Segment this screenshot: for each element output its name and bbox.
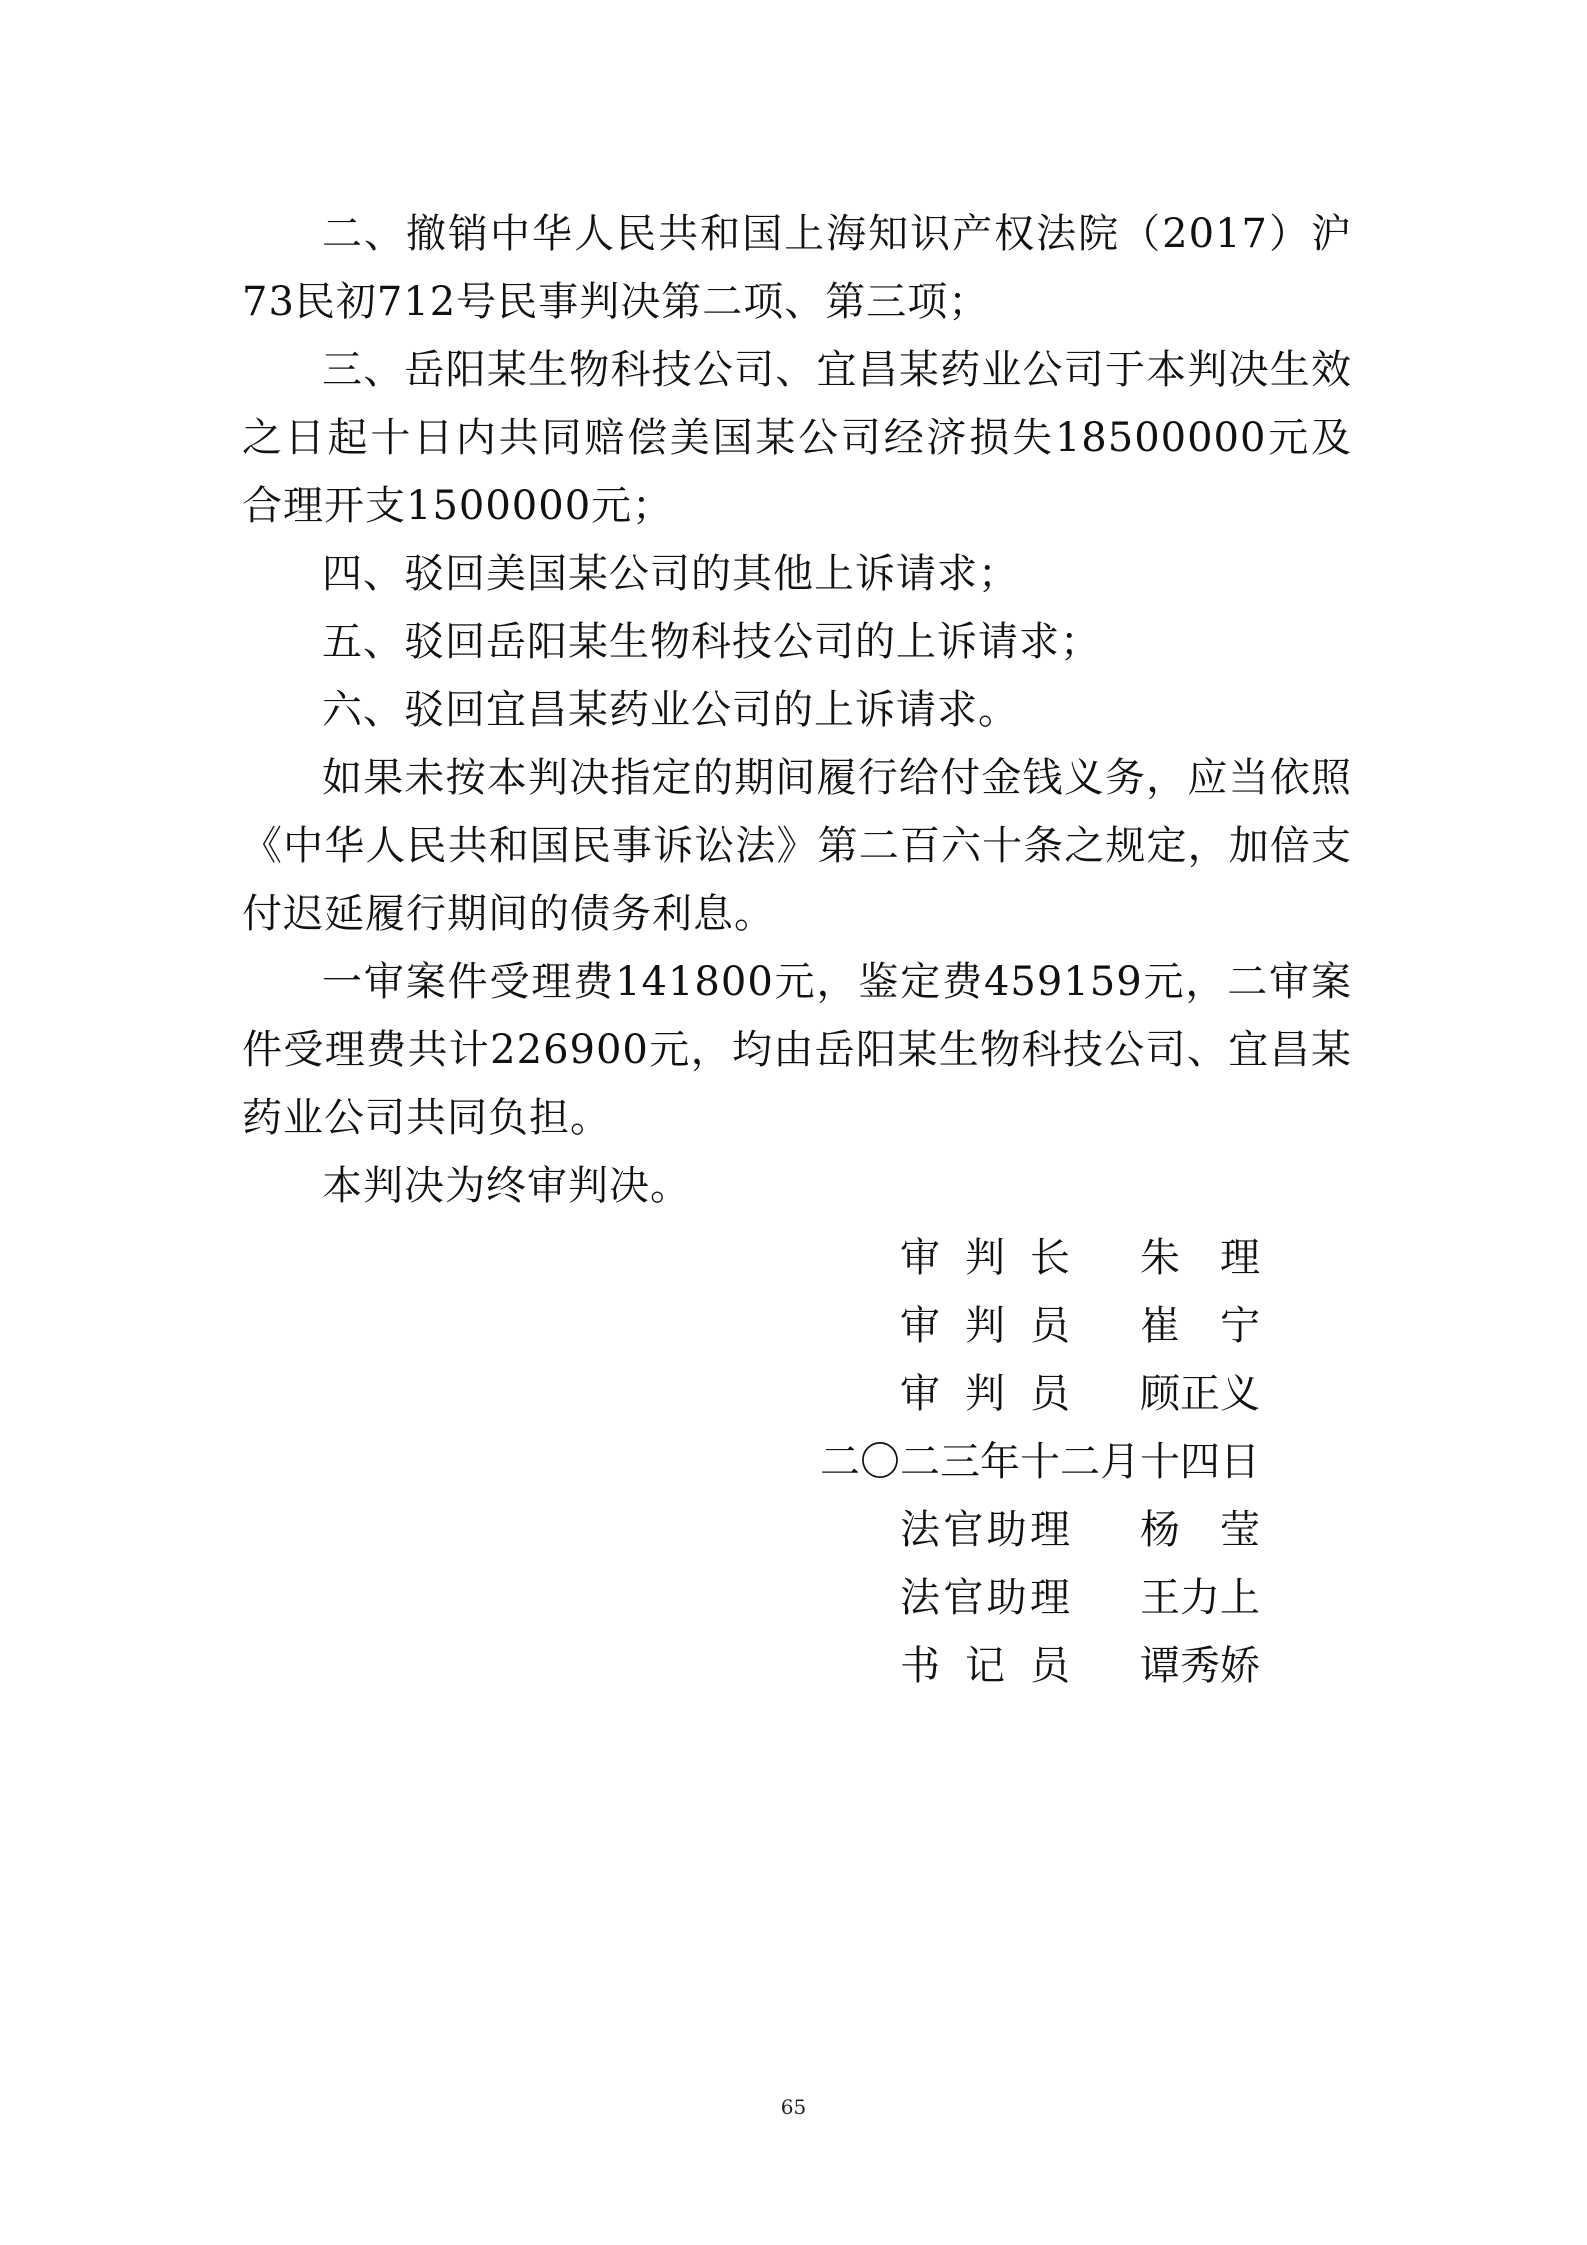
page-number: 65 bbox=[780, 2095, 807, 2119]
signature-name: 崔宁 bbox=[1140, 1303, 1260, 1349]
paragraph-final: 本判决为终审判决。 bbox=[322, 1163, 691, 1209]
signature-row-clerk bbox=[820, 1632, 1260, 1700]
signature-row-date bbox=[820, 1428, 1260, 1496]
signature-name: 杨莹 bbox=[1140, 1507, 1260, 1553]
signature-role: 审判员 bbox=[900, 1371, 1070, 1417]
signature-role: 书记员 bbox=[900, 1643, 1070, 1689]
signature-name: 谭秀娇 bbox=[1140, 1643, 1260, 1689]
paragraph-item-2: 二、撤销中华人民共和国上海知识产权法院（2017）沪73民初712号民事判决第二项、第三项； bbox=[242, 211, 1352, 325]
signature-name: 朱理 bbox=[1140, 1235, 1260, 1281]
signature-row-assistant bbox=[820, 1496, 1260, 1564]
signature-row-presiding-judge bbox=[820, 1224, 1260, 1292]
signature-name: 王力上 bbox=[1140, 1575, 1260, 1621]
signature-role: 审判长 bbox=[900, 1235, 1070, 1281]
paragraph-item-5: 五、驳回岳阳某生物科技公司的上诉请求； bbox=[322, 619, 1101, 665]
paragraph-item-3: 三、岳阳某生物科技公司、宜昌某药业公司于本判决生效之日起十日内共同赔偿美国某公司经济损失18500000元及合理开支1500000元； bbox=[242, 347, 1352, 529]
signature-row-judge bbox=[820, 1360, 1260, 1428]
signature-row-assistant bbox=[820, 1564, 1260, 1632]
paragraph-costs: 一审案件受理费141800元，鉴定费459159元，二审案件受理费共计226900元，均由岳阳某生物科技公司、宜昌某药业公司共同负担。 bbox=[242, 959, 1352, 1141]
signature-role: 法官助理 bbox=[900, 1575, 1070, 1621]
paragraph-item-4: 四、驳回美国某公司的其他上诉请求； bbox=[322, 551, 1019, 597]
signature-row-judge bbox=[820, 1292, 1260, 1360]
paragraph-item-6: 六、驳回宜昌某药业公司的上诉请求。 bbox=[322, 687, 1019, 733]
judgment-body bbox=[242, 200, 1352, 1220]
judgment-date: 二〇二三年十二月十四日 bbox=[820, 1439, 1260, 1485]
signature-role: 审判员 bbox=[900, 1303, 1070, 1349]
signature-role: 法官助理 bbox=[900, 1507, 1070, 1553]
paragraph-enforcement: 如果未按本判决指定的期间履行给付金钱义务，应当依照《中华人民共和国民事诉讼法》第二百六十条之规定，加倍支付迟延履行期间的债务利息。 bbox=[242, 755, 1352, 937]
signature-block bbox=[820, 1224, 1260, 1700]
signature-name: 顾正义 bbox=[1140, 1371, 1260, 1417]
